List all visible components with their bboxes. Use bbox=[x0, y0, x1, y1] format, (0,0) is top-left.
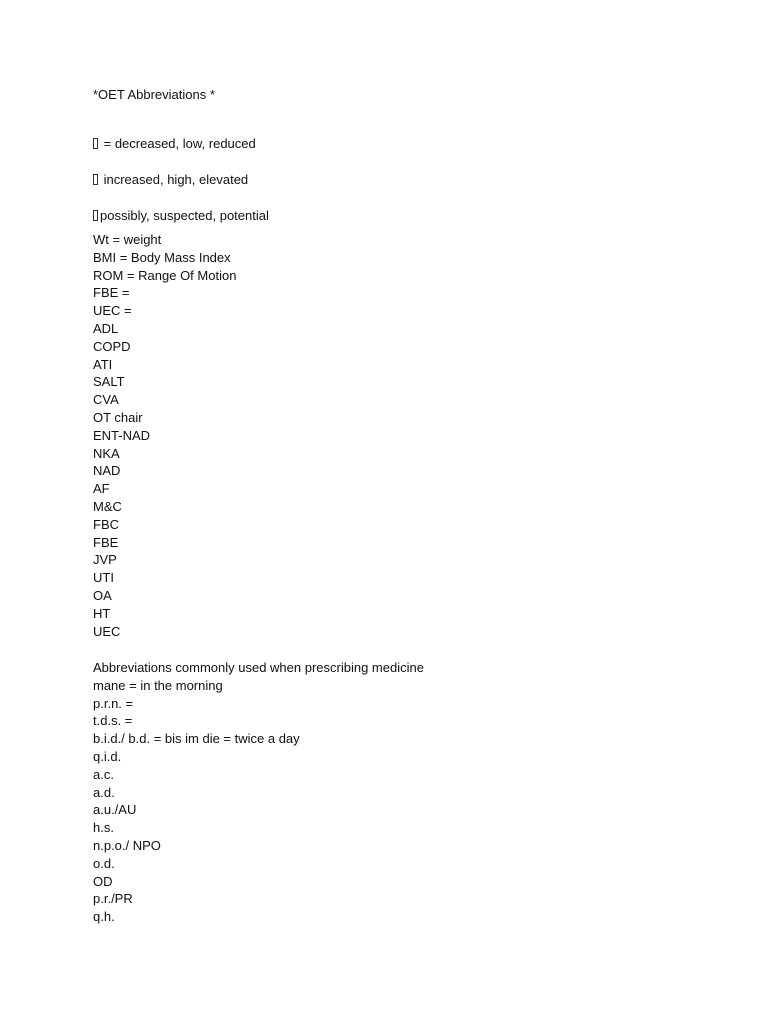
list-item: n.p.o./ NPO bbox=[93, 837, 161, 853]
list-item: JVP bbox=[93, 552, 117, 568]
symbol-line-possibly bbox=[93, 208, 269, 223]
list-item: FBE = bbox=[93, 285, 130, 301]
list-item: OT chair bbox=[93, 409, 143, 425]
list-item: q.h. bbox=[93, 909, 115, 925]
question-icon bbox=[93, 210, 98, 221]
list-item: M&C bbox=[93, 498, 122, 514]
list-item: ATI bbox=[93, 356, 113, 372]
list-item: OD bbox=[93, 873, 113, 889]
symbol-line-decreased bbox=[93, 136, 256, 151]
list-item: p.r./PR bbox=[93, 891, 133, 907]
up-arrow-icon bbox=[93, 174, 98, 185]
list-item: SALT bbox=[93, 374, 125, 390]
list-item: COPD bbox=[93, 338, 131, 354]
list-item: a.c. bbox=[93, 766, 114, 782]
list-item: t.d.s. = bbox=[93, 713, 133, 729]
list-item: NKA bbox=[93, 445, 120, 461]
list-item: FBC bbox=[93, 516, 119, 532]
list-item: mane = in the morning bbox=[93, 677, 223, 693]
list-item: ROM = Range Of Motion bbox=[93, 267, 237, 283]
list-item: b.i.d./ b.d. = bis im die = twice a day bbox=[93, 731, 300, 747]
symbol-text: possibly, suspected, potential bbox=[100, 208, 269, 223]
document-title: *OET Abbreviations * bbox=[93, 87, 215, 102]
list-item: q.i.d. bbox=[93, 748, 122, 764]
list-item: AF bbox=[93, 481, 110, 497]
list-item: o.d. bbox=[93, 855, 115, 871]
list-item: Abbreviations commonly used when prescribing medicine bbox=[93, 660, 424, 675]
list-item: NAD bbox=[93, 463, 121, 479]
list-item: h.s. bbox=[93, 820, 114, 836]
abbreviation-list bbox=[93, 231, 236, 640]
prescribing-abbreviation-list bbox=[93, 659, 424, 926]
list-item: p.r.n. = bbox=[93, 695, 134, 711]
list-item: HT bbox=[93, 605, 111, 621]
list-item: BMI = Body Mass Index bbox=[93, 249, 231, 265]
list-item: UEC = bbox=[93, 303, 132, 319]
list-item: a.d. bbox=[93, 784, 115, 800]
symbol-text: increased, high, elevated bbox=[100, 172, 249, 187]
list-item: Wt = weight bbox=[93, 232, 162, 247]
down-arrow-icon bbox=[93, 138, 98, 149]
symbol-text: = decreased, low, reduced bbox=[100, 136, 256, 151]
list-item: ENT-NAD bbox=[93, 427, 151, 443]
list-item: ADL bbox=[93, 320, 119, 336]
list-item: OA bbox=[93, 587, 112, 603]
symbol-line-increased bbox=[93, 172, 248, 187]
list-item: a.u./AU bbox=[93, 802, 137, 818]
list-item: FBE bbox=[93, 534, 119, 550]
list-item: UTI bbox=[93, 570, 114, 586]
list-item: UEC bbox=[93, 623, 121, 639]
list-item: CVA bbox=[93, 392, 119, 408]
